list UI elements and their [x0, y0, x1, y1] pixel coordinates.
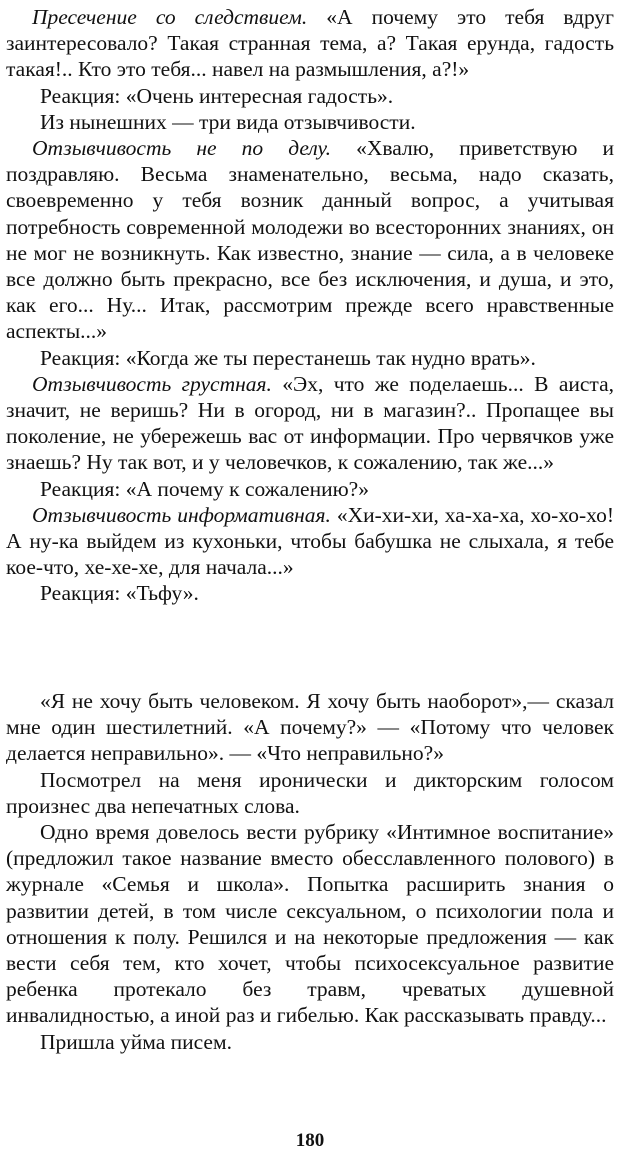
paragraph-text: «Эх, что же поделаешь... В аиста, значит, не веришь? Ни в огород, ни в магазин?.. Пропащее вы поколение, не убережешь вас от информации. Про червячков уже знаешь? Ну так вот, и у человечков, к сожалению, так же...» — [6, 371, 614, 475]
page-number: 180 — [295, 1130, 325, 1151]
paragraph-reaction-4: Реакция: «Тьфу». — [40, 581, 199, 606]
paragraph-six-year-old: «Я не хочу быть человеком. Я хочу быть наоборот»,— сказал мне один шестилетний. «А почему?» — «Потому что человек делается неправильно». — «Что неправильно?» — [6, 689, 614, 766]
paragraph-suppression — [6, 4, 614, 83]
term-informative: Отзывчивость информативная. — [32, 502, 331, 527]
paragraph-text: «Хвалю, приветствую и поздравляю. Весьма знаменательно, весьма, надо сказать, своевременно у тебя возник данный вопрос, а учитывая потребность современной молодежи во всесторонних знаниях, он не мог не возникнуть. Как известно, знание — сила, а в человеке все должно быть прекрасно, все без исключения, и душа, и это, как его... Ну... Итак, рассмотрим прежде всего нравственные аспекты...» — [6, 136, 614, 344]
paragraph-text: «Хи-хи-хи, ха-ха-ха, хо-хо-хо! А ну-ка выйдем из кухоньки, чтобы бабушка не слыхала, я тебе кое-что, хе-хе-хе, для начала...» — [6, 502, 614, 580]
paragraph-reaction-2: Реакция: «Когда же ты перестанешь так нудно врать». — [40, 345, 536, 370]
paragraph-ironic-look: Посмотрел на меня иронически и дикторским голосом произнес два непечатных слова. — [6, 767, 614, 818]
section-responses — [6, 4, 614, 607]
paragraph-reaction-1: Реакция: «Очень интересная гадость». — [40, 83, 394, 108]
term-suppression: Пресечение со следствием. — [32, 5, 308, 29]
section-story — [6, 688, 614, 1055]
paragraph-letters: Пришла уйма писем. — [40, 1029, 232, 1054]
term-offpoint: Отзывчивость не по делу. — [32, 136, 332, 161]
paragraph-offpoint — [6, 135, 614, 345]
paragraph-informative — [6, 502, 614, 581]
paragraph-column: Одно время довелось вести рубрику «Интимное воспитание» (предложил такое название вместо обесславленного полового) в журнале «Семья и школа». Попытка расширить знания о развитии детей, в том числе сексуальном, о психологии пола и отношения к полу. Решился и на некоторые предложения — как вести себя тем, кто хочет, чтобы психосексуальное развитие ребенка протекало без травм, чреватых душевной инвалидностью, а иной раз и гибелью. Как рассказывать правду... — [6, 820, 614, 1028]
paragraph-reaction-3: Реакция: «А почему к сожалению?» — [40, 476, 369, 501]
term-sad: Отзывчивость грустная. — [32, 371, 272, 396]
paragraph-three-kinds: Из нынешних — три вида отзывчивости. — [40, 109, 416, 134]
paragraph-text: «А почему это тебя вдруг заинтересовало? Такая странная тема, а? Такая ерунда, гадость такая!.. Кто это тебя... навел на размышления, а?!» — [6, 5, 614, 82]
paragraph-sad — [6, 371, 614, 476]
